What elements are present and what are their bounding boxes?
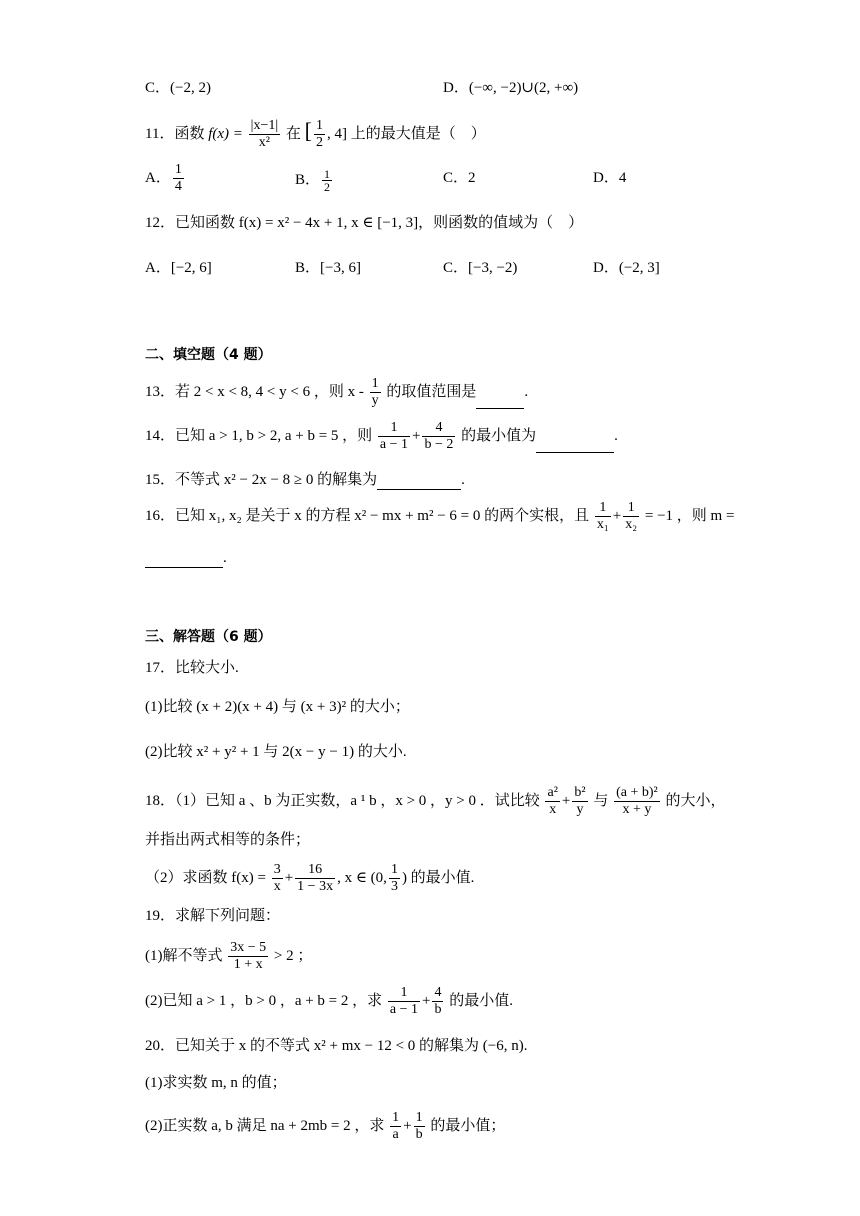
q11-half-den: 2: [316, 135, 323, 150]
q19-p2-num1: 1: [388, 985, 420, 1002]
q14-den2: b − 2: [424, 437, 454, 452]
q11-option-b: [295, 168, 334, 193]
q20-stem: 20．已知关于 x 的不等式 x² + mx − 12 < 0 的解集为 (−6, n).: [145, 1038, 528, 1054]
q13-post: 的取值范围是: [386, 383, 477, 400]
q18-p2-den2: 1 − 3x: [297, 879, 334, 894]
q13-frac: [370, 376, 381, 409]
q11-func: f(x) =: [208, 125, 247, 142]
q14: [145, 420, 618, 453]
q17-stem: 17．比较大小.: [145, 660, 239, 676]
q19-p2-frac1: [388, 985, 420, 1018]
q18-num2: b²: [574, 785, 586, 800]
q14-frac1: [378, 420, 410, 453]
section-fill-in-title: 二、填空题（4 题）: [145, 347, 272, 363]
q15: [145, 470, 465, 490]
q18-frac1: [545, 785, 559, 818]
q17-part2: (2)比较 x² + y² + 1 与 2(x − y − 1) 的大小.: [145, 744, 407, 760]
q14-num1: 1: [378, 420, 410, 437]
q18-p2-mid: , x ∈ (0,: [337, 869, 387, 886]
q19-p2-post: 的最小值.: [449, 992, 513, 1009]
q20-p2-post: 的最小值；: [430, 1117, 506, 1134]
q12-option-b: B．[−3, 6]: [295, 260, 361, 276]
q15-end: .: [461, 472, 465, 488]
q18-p2-num2: 16: [295, 862, 335, 879]
q12-option-d: D．(−2, 3]: [593, 260, 660, 276]
q14-end: .: [614, 427, 618, 444]
q11-option-a-frac: [173, 162, 184, 195]
q13-answer-blank[interactable]: [476, 394, 524, 409]
q19-p1-pre: (1)解不等式: [145, 947, 223, 964]
q11-option-b-den: 2: [324, 180, 331, 194]
q11-den: x²: [258, 135, 270, 150]
q11-half: [314, 118, 325, 151]
q18-part2: [145, 862, 474, 895]
q14-post: 的最小值为: [461, 427, 537, 444]
q18-p2-den1: x: [273, 879, 281, 894]
q17-part1: (1)比较 (x + 2)(x + 4) 与 (x + 3)² 的大小；: [145, 699, 410, 715]
q18-num1: a²: [547, 785, 558, 800]
q19-p1-num: 3x − 5: [230, 940, 267, 955]
q11-option-d: D．4: [593, 170, 627, 186]
q20-p2-frac2: [414, 1110, 425, 1143]
q18-den1: x: [549, 802, 557, 817]
q18-p2-post: ) 的最小值.: [401, 869, 475, 886]
q14-pre: 14．已知 a > 1, b > 2, a + b = 5 ，则: [145, 427, 373, 444]
q16-line2: [145, 548, 227, 568]
q19-p2-pre: (2)已知 a > 1 ，b > 0 ，a + b = 2 ，求: [145, 992, 383, 1009]
q16-plus: +: [612, 507, 622, 524]
q18-p2-frac2: [295, 862, 335, 895]
q19-p1-den: 1 + x: [233, 957, 263, 972]
q11-option-a-label: A．: [145, 169, 171, 186]
section-solve-title: 三、解答题（6 题）: [145, 629, 272, 645]
q11-option-b-frac: [322, 168, 332, 193]
q13: [145, 376, 528, 409]
q11-interval-left: [: [304, 117, 312, 143]
q19-p2-den1: a − 1: [389, 1002, 419, 1017]
q11-fraction: [249, 118, 281, 151]
q11-option-b-num: 1: [324, 167, 331, 181]
q16-end: .: [223, 550, 227, 566]
q13-pre: 13．若 2 < x < 8, 4 < y < 6 ，则 x -: [145, 383, 364, 400]
q19-p2-num2: 4: [434, 985, 442, 1000]
q16-answer-blank[interactable]: [145, 553, 223, 568]
q19-p1-frac: [228, 940, 268, 973]
q16-frac2: [623, 500, 639, 533]
q18-p2-pre: （2）求函数 f(x) =: [145, 869, 266, 886]
q18-p2-frac3: [389, 862, 400, 895]
q11-half-num: 1: [316, 118, 323, 133]
q12-stem: 12．已知函数 f(x) = x² − 4x + 1, x ∈ [−1, 3]，则函数的值域为（ ）: [145, 215, 584, 231]
q12-option-a: A．[−2, 6]: [145, 260, 212, 276]
q18-line2: 并指出两式相等的条件；: [145, 832, 311, 848]
q20-p2-frac1: [390, 1110, 401, 1143]
q20-p2-pre: (2)正实数 a, b 满足 na + 2mb = 2 ，求: [145, 1117, 385, 1134]
q18-mid: 与: [593, 792, 609, 809]
q11-prefix: 11．函数: [145, 125, 205, 142]
q10-option-d: D．(−∞, −2)∪(2, +∞): [443, 80, 579, 96]
q20-p2-den2: b: [415, 1127, 423, 1142]
q18-plus: +: [561, 792, 571, 809]
q14-plus: +: [412, 427, 421, 444]
q11-num: |x−1|: [250, 118, 279, 133]
q16-den1: x₁: [596, 517, 609, 532]
q11-suffix: 上的最大值是（ ）: [350, 125, 486, 142]
q16-frac1: [595, 500, 611, 533]
q12-option-c: C．[−3, −2): [443, 260, 518, 276]
q20-part1: (1)求实数 m, n 的值；: [145, 1075, 287, 1091]
q11-option-a-num: 1: [174, 162, 182, 177]
q18-p2-frac1: [272, 862, 283, 895]
q18-pre: 18．（1）已知 a 、b 为正实数，a ¹ b ，x > 0 ，y > 0 ．试比较: [145, 792, 540, 809]
q18-p2-num1: 3: [273, 862, 281, 877]
q18-den3: x + y: [622, 802, 652, 817]
q19-stem: 19．求解下列问题：: [145, 908, 281, 924]
q16-num1: 1: [595, 500, 611, 517]
q13-num: 1: [371, 376, 379, 391]
q18-frac2: [572, 785, 587, 818]
q20-p2-num2: 1: [415, 1110, 423, 1125]
q19-p2-frac2: [432, 985, 443, 1018]
q16-post: = −1 ，则 m =: [644, 507, 735, 524]
q18-part1: [145, 785, 726, 818]
q15-pre: 15．不等式 x² − 2x − 8 ≥ 0 的解集为: [145, 472, 378, 488]
q11-option-a-den: 4: [174, 179, 182, 194]
q14-num2: 4: [422, 420, 455, 437]
q18-p2-den3: 3: [390, 879, 398, 894]
q15-answer-blank[interactable]: [377, 475, 461, 490]
q18-den2: y: [576, 802, 584, 817]
q14-den1: a − 1: [379, 437, 409, 452]
q18-frac3: [614, 785, 660, 818]
q20-part2: [145, 1110, 505, 1143]
q18-p2-num3: 1: [390, 862, 398, 877]
q18-p2-plus: +: [284, 869, 294, 886]
q14-answer-blank[interactable]: [536, 438, 614, 453]
q13-den: y: [371, 393, 379, 408]
q11-option-b-label: B．: [295, 171, 321, 188]
q18-post: 的大小，: [665, 792, 726, 809]
q11-stem: [145, 118, 486, 151]
q11-option-a: [145, 162, 186, 195]
q14-frac2: [422, 420, 455, 453]
q13-end: .: [524, 383, 529, 400]
q20-p2-plus: +: [403, 1117, 412, 1134]
q19-p2-den2: b: [434, 1002, 442, 1017]
q20-p2-den1: a: [392, 1127, 399, 1142]
q10-option-c: C．(−2, 2): [145, 80, 211, 96]
q16-pre: 16．已知 x₁, x₂ 是关于 x 的方程 x² − mx + m² − 6 = 0 的两个实根，且: [145, 507, 590, 524]
q19-p2-plus: +: [422, 992, 431, 1009]
q16-num2: 1: [623, 500, 639, 517]
q16: [145, 500, 734, 533]
q19-part2: [145, 985, 513, 1018]
q11-interval-right: , 4]: [327, 125, 347, 142]
q19-p1-post: > 2 ；: [273, 947, 313, 964]
q16-den2: x₂: [625, 517, 638, 532]
q19-part1: [145, 940, 312, 973]
q11-option-c: C．2: [443, 170, 476, 186]
q20-p2-num1: 1: [392, 1110, 400, 1125]
q18-num3: (a + b)²: [616, 785, 658, 800]
q11-mid: 在: [285, 125, 301, 142]
